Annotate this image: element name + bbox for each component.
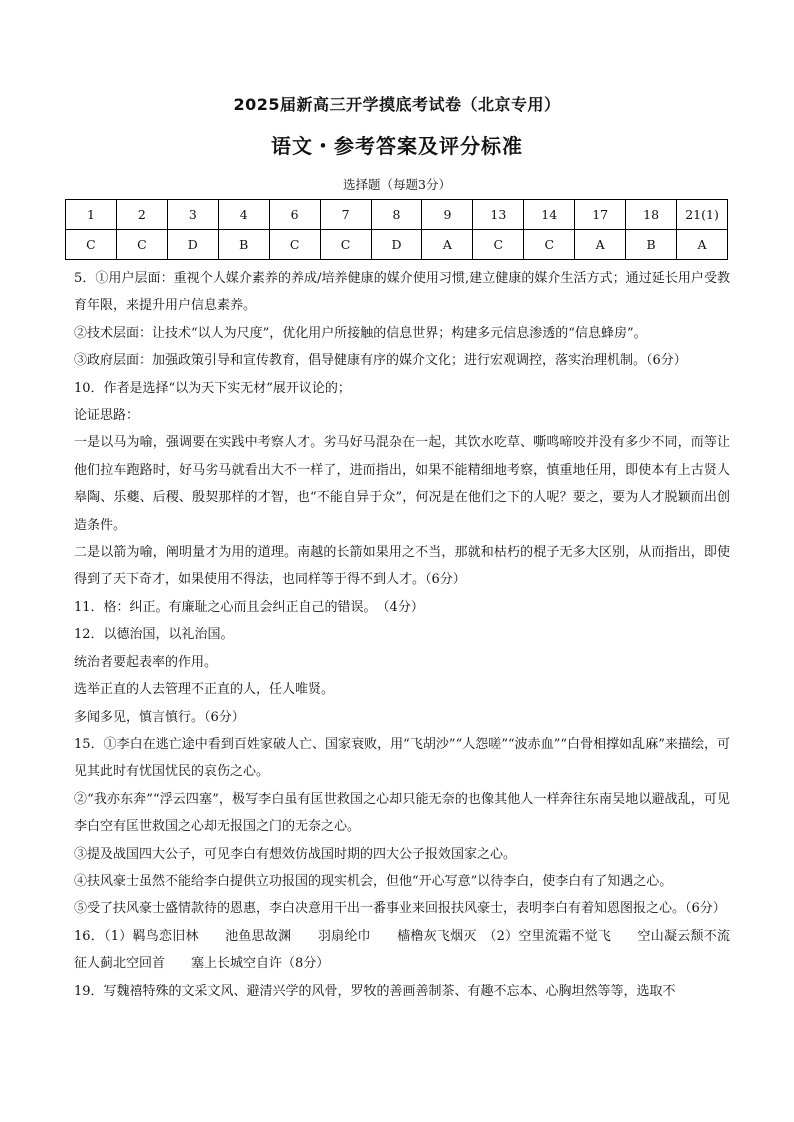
question-number-cell: 13 xyxy=(473,200,524,230)
question-number-cell: 14 xyxy=(524,200,575,230)
answer-q16: 16．（1）羁鸟恋旧林 池鱼思故渊 羽扇纶巾 樯橹灰飞烟灭 （2）空里流霜不觉飞 空山凝云颓不流 征人蓟北空回首 塞上长城空自许（8分） xyxy=(74,928,757,972)
answer-q15-point3: ③提及战国四大公子，可见李白有想效仿战国时期的四大公子报效国家之心。 xyxy=(74,846,517,862)
answer-q10-point2: 二是以箭为喻，阐明量才为用的道理。南越的长箭如果用之不当，那就和枯朽的棍子无多大区别，从而指出，即使得到了天下奇才，如果使用不得法，也同样等于得不到人才。（6分） xyxy=(74,545,730,588)
answer-cell: D xyxy=(371,230,422,260)
question-number-cell: 4 xyxy=(218,200,269,230)
answer-cell: D xyxy=(167,230,218,260)
question-number-cell: 1 xyxy=(66,200,117,230)
question-number-cell: 17 xyxy=(575,200,626,230)
answer-cell: C xyxy=(473,230,524,260)
question-number-cell: 8 xyxy=(371,200,422,230)
answer-q5-part2: ②技术层面：让技术“以人为尺度”，优化用户所接触的信息世界；构建多元信息渗透的“信息蜂房”。 xyxy=(74,325,647,341)
answer-q5-part1: 5．①用户层面：重视个人媒介素养的养成/培养健康的媒介使用习惯,建立健康的媒介生活方式；通过延长用户受教育年限，来提升用户信息素养。 xyxy=(74,271,730,314)
answer-cell: C xyxy=(269,230,320,260)
question-number-cell: 2 xyxy=(116,200,167,230)
question-number-cell: 18 xyxy=(626,200,677,230)
answer-cell: C xyxy=(116,230,167,260)
answer-table xyxy=(65,199,728,260)
answer-cell: A xyxy=(677,230,728,260)
answer-cell: C xyxy=(320,230,371,260)
answer-q10-heading: 论证思路： xyxy=(74,408,140,424)
answer-q15-point5: ⑤受了扶风豪士盛情款待的恩惠，李白决意用干出一番事业来回报扶风豪士，表明李白有着知恩图报之心。（6分） xyxy=(74,901,726,917)
answer-q12-line3: 选举正直的人去管理不正直的人，任人唯贤。 xyxy=(74,682,335,698)
answer-q15-point2: ②“我亦东奔”“浮云四塞”，极写李白虽有匡世救国之心却只能无奈的也像其他人一样奔往东南吴地以避战乱，可见李白空有匡世救国之心却无报国之门的无奈之心。 xyxy=(74,791,730,835)
answer-row xyxy=(66,230,728,260)
question-number-cell: 9 xyxy=(422,200,473,230)
answer-q10-intro: 10．作者是选择“以为天下实无材”展开议论的； xyxy=(74,380,351,396)
answer-q12-line4: 多闻多见，慎言慎行。（6分） xyxy=(74,709,245,725)
exam-title: 2025届新高三开学摸底考试卷（北京专用） xyxy=(233,95,561,114)
answer-cell: C xyxy=(524,230,575,260)
answer-cell: A xyxy=(575,230,626,260)
table-caption: 选择题（每题3分） xyxy=(343,177,451,192)
answer-q11: 11．格：纠正。有廉耻之心而且会纠正自己的错误。 （4分） xyxy=(74,599,424,615)
answer-q12-line2: 统治者要起表率的作用。 xyxy=(74,654,218,670)
answer-q5-part3: ③政府层面：加强政策引导和宣传教育，倡导健康有序的媒介文化；进行宏观调控，落实治理机制。（6分） xyxy=(74,353,687,369)
answer-q15-point1: 15．①李白在逃亡途中看到百姓家破人亡、国家衰败，用“飞胡沙”“人怨嗟”“波赤血”“白骨相撑如乱麻”来描绘，可见其此时有忧国忧民的哀伤之心。 xyxy=(74,736,730,780)
answer-q10-point1: 一是以马为喻，强调要在实践中考察人才。劣马好马混杂在一起，其饮水吃草、嘶鸣啼咬并没有多少不同，而等让他们拉车跑路时，好马劣马就看出大不一样了，进而指出，如果不能精细地考察，慎重地任用，即使本有上古贤人皋陶、乐夔、后稷、殷契那样的才智，也“不能自异于众”，何况是在他们之下的人呢？要之，要为人才脱颖而出创造条件。 xyxy=(74,435,730,533)
answer-q19: 19．写魏禧特殊的文采文风、避清兴学的风骨，罗牧的善画善制茶、有趣不忘本、心胸坦然等等，选取不 xyxy=(74,983,676,999)
question-number-cell: 21(1) xyxy=(677,200,728,230)
answer-cell: B xyxy=(218,230,269,260)
question-number-cell: 3 xyxy=(167,200,218,230)
answer-cell: B xyxy=(626,230,677,260)
answer-body xyxy=(74,265,757,1005)
question-number-cell: 7 xyxy=(320,200,371,230)
answer-cell: A xyxy=(422,230,473,260)
answer-q12-line1: 12．以德治国，以礼治国。 xyxy=(74,627,234,643)
question-number-cell: 6 xyxy=(269,200,320,230)
answer-q15-point4: ④扶风豪士虽然不能给李白提供立功报国的现实机会，但他“开心写意”以待李白，使李白有了知遇之心。 xyxy=(74,873,673,889)
exam-subtitle: 语文・参考答案及评分标准 xyxy=(271,134,523,158)
question-number-row xyxy=(66,200,728,230)
answer-cell: C xyxy=(66,230,117,260)
